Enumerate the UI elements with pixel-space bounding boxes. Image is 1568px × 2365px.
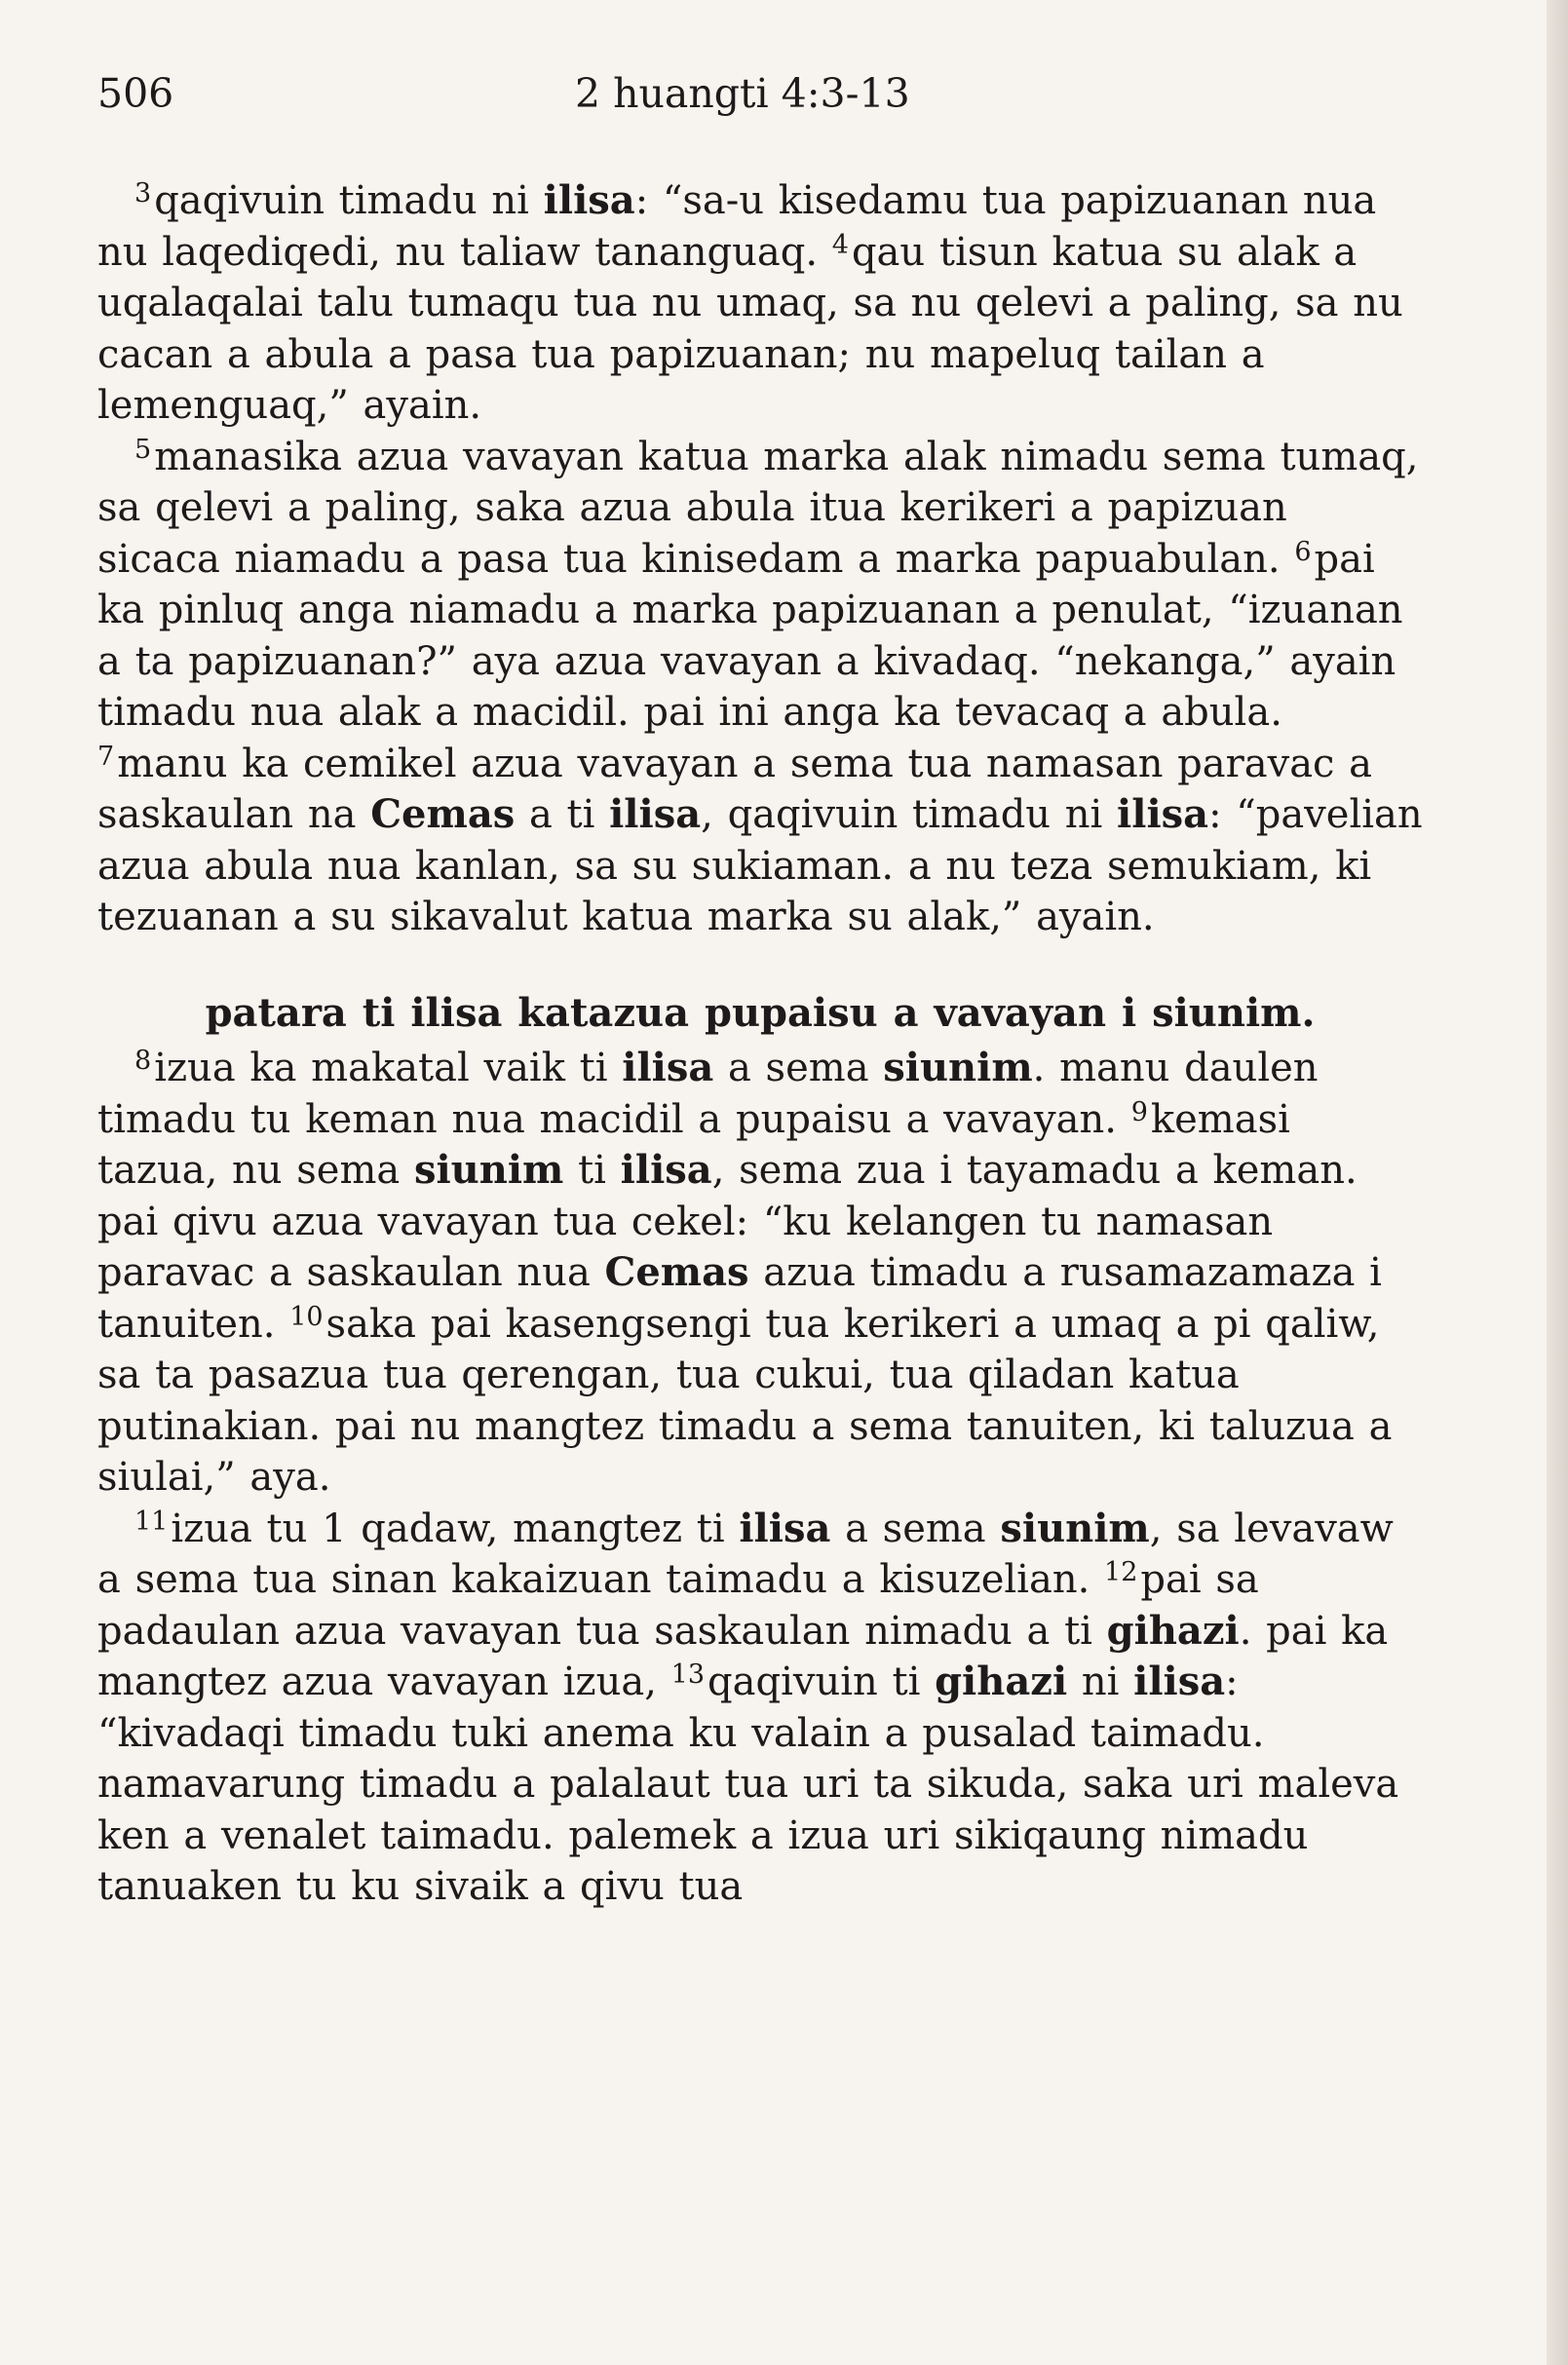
paragraph <box>97 1043 1423 1504</box>
bold-name: ilisa <box>622 1045 714 1090</box>
text-run: a sema <box>713 1046 884 1090</box>
verse-number: 9 <box>1130 1096 1148 1127</box>
text-run: a sema <box>830 1506 1001 1551</box>
verse-number: 11 <box>134 1506 169 1537</box>
bold-name: ilisa <box>609 791 702 837</box>
verse-number: 5 <box>134 434 152 465</box>
text-run: ni <box>1067 1659 1134 1704</box>
bold-name: ilisa <box>739 1505 831 1551</box>
verse-number: 3 <box>134 178 152 209</box>
page-number: 506 <box>97 70 174 117</box>
text-run: : “sa-u kisedamu tua papizuanan nua nu laqediqedi, nu taliaw tananguaq. <box>97 178 1377 275</box>
verse-number: 13 <box>670 1659 706 1690</box>
page-edge <box>1547 0 1568 2365</box>
text-run: qaqivuin timadu ni <box>154 178 544 223</box>
paragraph <box>97 432 1423 943</box>
text-run: . manu daulen timadu tu keman nua macidil a pupaisu a vavayan. <box>97 1046 1319 1142</box>
bold-name: ilisa <box>1133 1659 1226 1704</box>
bold-name: siunim <box>413 1147 564 1193</box>
paragraph <box>97 1504 1423 1913</box>
bold-name: siunim <box>1000 1505 1150 1551</box>
bold-name: gihazi <box>1106 1607 1240 1654</box>
text-run: , sema zua i tayamadu a keman. pai qivu azua vavayan tua cekel: “ku kelangen tu namasan paravac a saskaulan nua <box>97 1148 1358 1295</box>
text-run: qaqivuin ti <box>708 1659 936 1704</box>
text-run: ti <box>563 1148 621 1193</box>
text-run: saka pai kasengsengi tua kerikeri a umaq a pi qaliw, sa ta pasazua tua qerengan, tua cukui, tua qiladan katua putinakian. pai nu mangtez timadu a sema tanuiten, ki taluzua a siulai,” aya. <box>97 1301 1393 1500</box>
text-run: : “kivadaqi timadu tuki anema ku valain a pusalad taimadu. namavarung timadu a palalaut tua uri ta sikuda, saka uri maleva ken a venalet taimadu. palemek a izua uri sikiqaung nimadu tanuaken tu ku sivaik a qivu tua <box>97 1659 1399 1909</box>
verse-number: 10 <box>289 1301 324 1332</box>
text-run: azua timadu a rusamazamaza i tanuiten. <box>97 1250 1382 1347</box>
text-run: , sa levavaw a sema tua sinan kakaizuan taimadu a kisuzelian. <box>97 1506 1394 1602</box>
text-run: kemasi tazua, nu sema <box>97 1096 1290 1193</box>
text-run: . pai ka mangtez azua vavayan izua, <box>97 1608 1389 1704</box>
verse-number: 12 <box>1104 1557 1138 1587</box>
bold-name: ilisa <box>543 177 635 223</box>
bold-name: siunim <box>883 1045 1033 1090</box>
running-head: 2 huangti 4:3-13 <box>575 70 910 117</box>
text-run: : “pavelian azua abula nua kanlan, sa su sukiaman. a nu teza semukiam, ki tezuanan a su sikavalut katua marka su alak,” ayain. <box>97 792 1423 939</box>
text-run: manu ka cemikel azua vavayan a sema tua namasan paravac a saskaulan na <box>97 741 1372 837</box>
bold-name: gihazi <box>935 1659 1068 1704</box>
text-run: izua tu 1 qadaw, mangtez ti <box>171 1506 740 1551</box>
bold-name: ilisa <box>1117 791 1209 837</box>
bold-name: Cemas <box>604 1249 749 1295</box>
text-run: pai sa padaulan azua vavayan tua saskaulan nimadu a ti <box>97 1557 1259 1654</box>
bold-name: Cemas <box>370 791 516 837</box>
text-run: izua ka makatal vaik ti <box>154 1046 623 1090</box>
verse-number: 7 <box>97 741 115 772</box>
text-run: manasika azua vavayan katua marka alak nimadu sema tumaq, sa qelevi a paling, saka azua abula itua kerikeri a papizuan sicaca niamadu a pasa tua kinisedam a marka papuabulan. <box>97 434 1419 582</box>
text-run: pai ka pinluq anga niamadu a marka papizuanan a penulat, “izuanan a ta papizuanan?” aya azua vavayan a kivadaq. “nekanga,” ayain timadu nua alak a macidil. pai ini anga ka tevacaq a abula. <box>97 536 1403 735</box>
verse-number: 8 <box>134 1046 152 1076</box>
bold-name: ilisa <box>620 1147 712 1193</box>
text-run: qau tisun katua su alak a uqalaqalai talu tumaqu tua nu umaq, sa nu qelevi a paling, sa nu cacan a abula a pasa tua papizuanan; nu mapeluq tailan a lemenguaq,” ayain. <box>97 229 1403 428</box>
verse-number: 4 <box>831 229 849 260</box>
text-run: a ti <box>515 792 610 837</box>
paragraph <box>97 175 1423 432</box>
verse-number: 6 <box>1294 536 1312 567</box>
section-heading: patara ti ilisa katazua pupaisu a vavayan i siunim. <box>205 989 1316 1036</box>
body-text <box>97 175 1423 1913</box>
text-run: , qaqivuin timadu ni <box>701 792 1118 837</box>
